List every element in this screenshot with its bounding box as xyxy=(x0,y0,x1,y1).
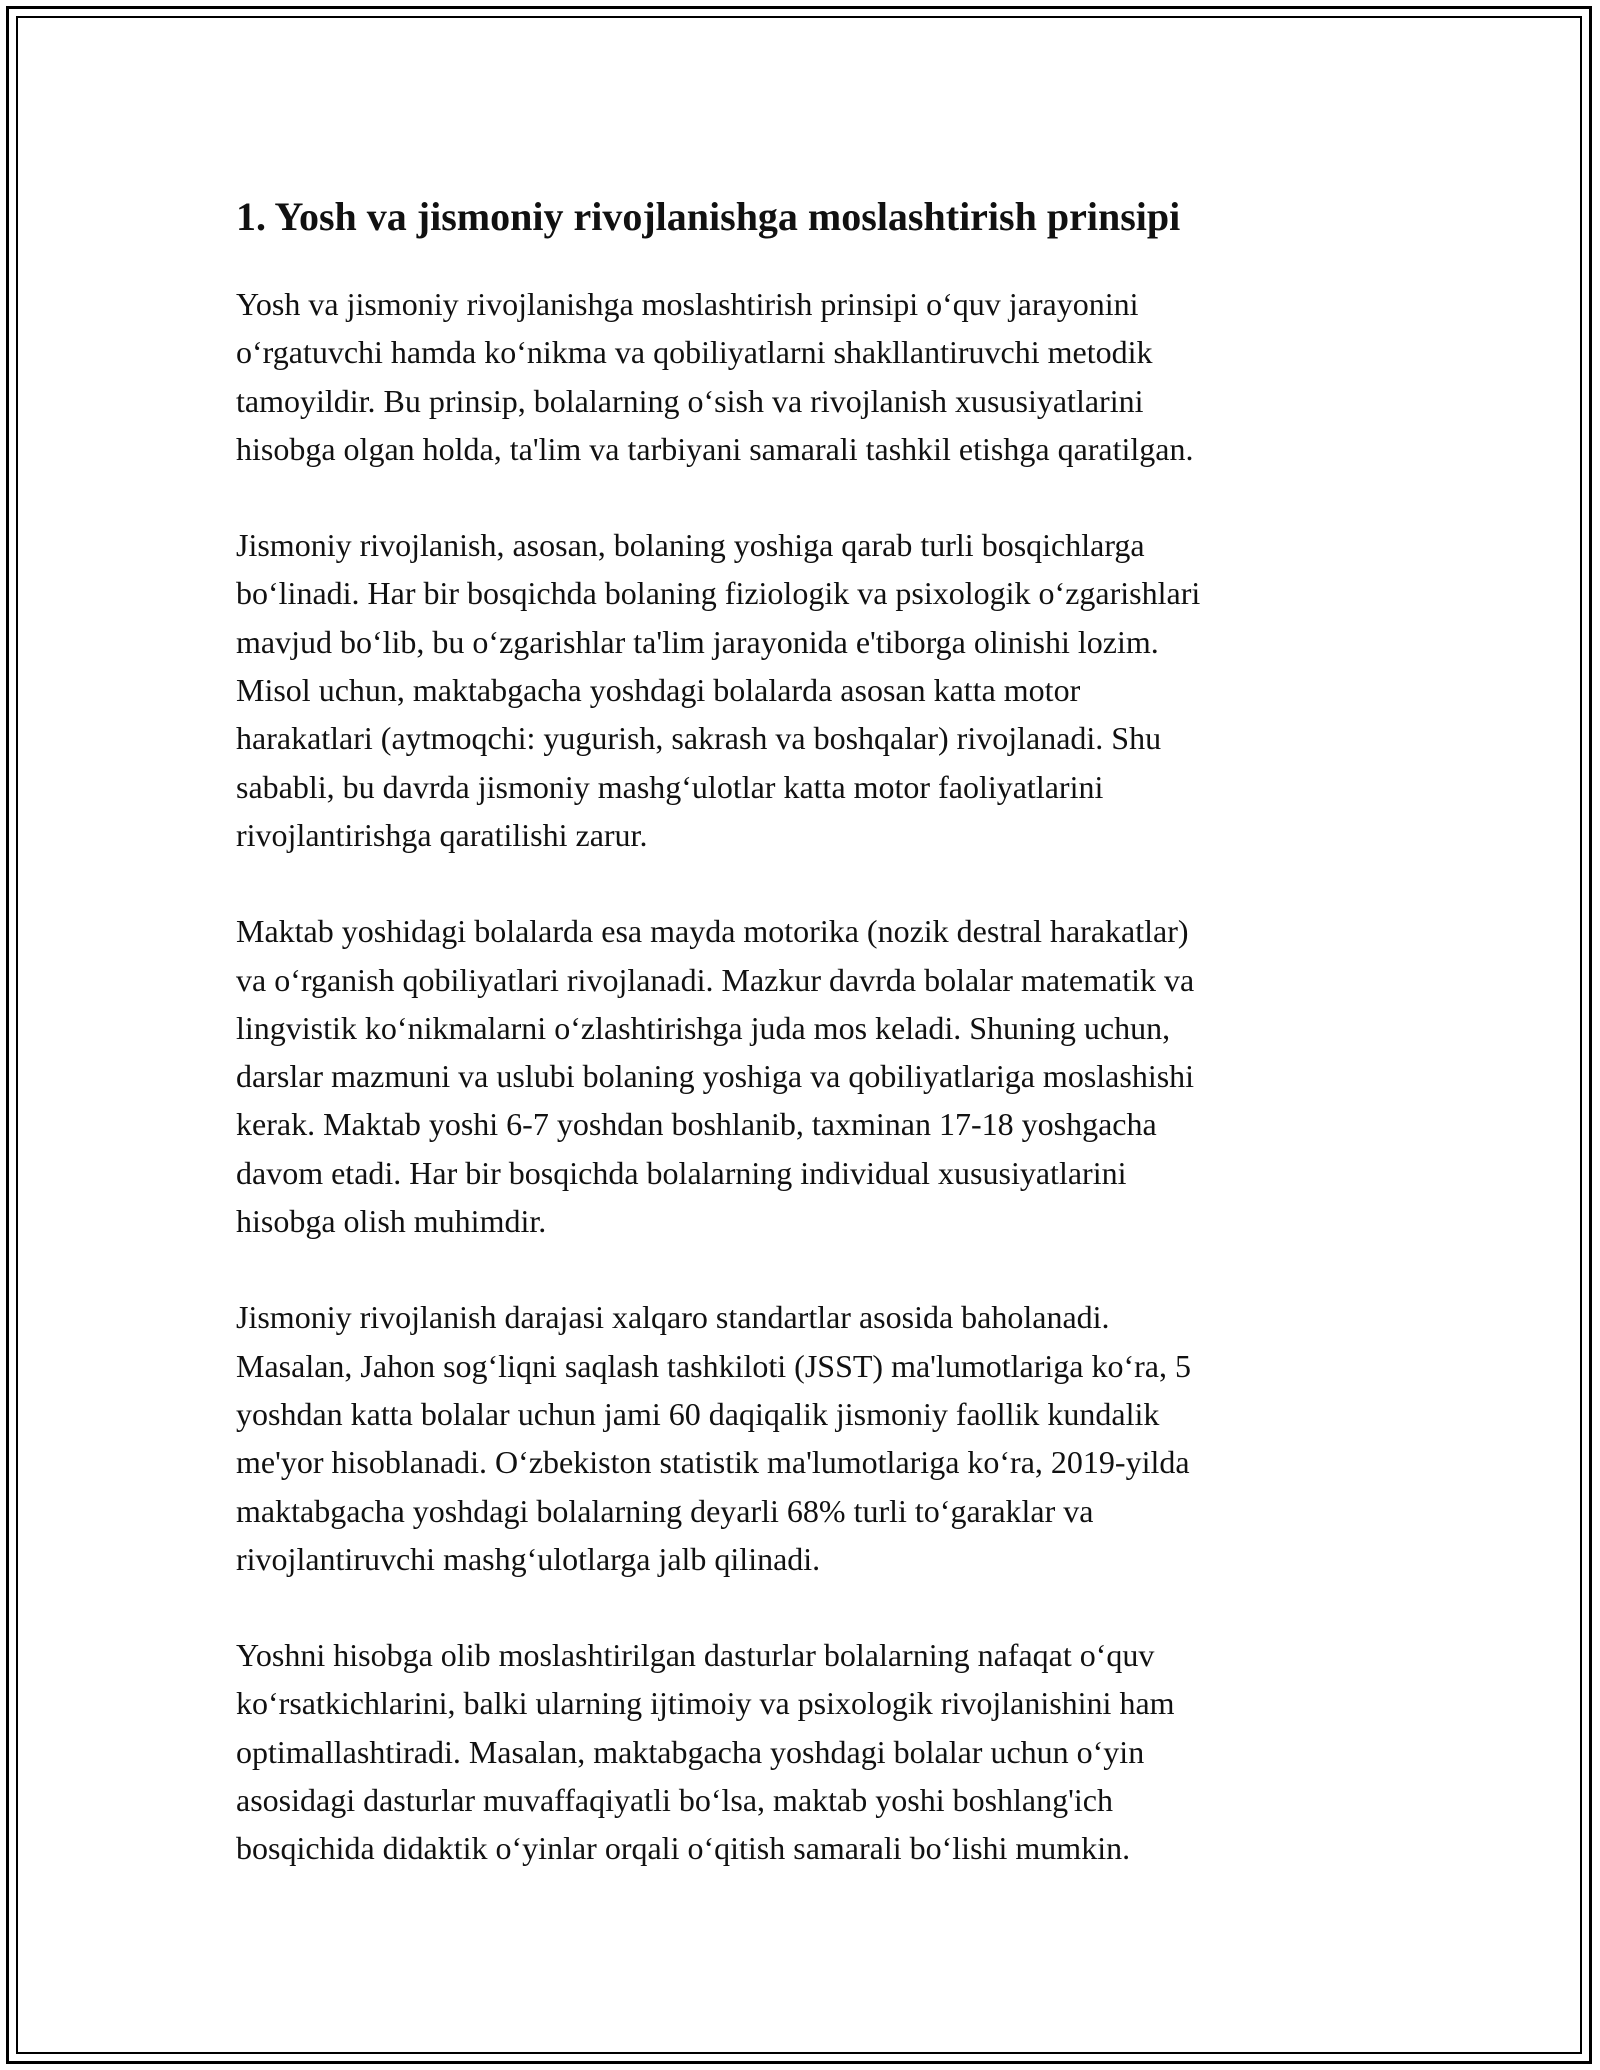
paragraph-line: hisobga olgan holda, ta'lim va tarbiyani samarali tashkil etishga qaratilgan. xyxy=(236,430,1194,467)
paragraph-line: Yoshni hisobga olib moslashtirilgan dasturlar bolalarning nafaqat oʻquv xyxy=(236,1637,1155,1674)
paragraph-line: Yosh va jismoniy rivojlanishga moslashtirish prinsipi oʻquv jarayonini xyxy=(236,286,1139,322)
paragraph-line: rivojlantirishga qaratilishi zarur. xyxy=(236,816,648,853)
paragraph-line: optimallashtiradi. Masalan, maktabgacha yoshdagi bolalar uchun oʻyin xyxy=(236,1733,1145,1770)
paragraph-line: tamoyildir. Bu prinsip, bolalarning oʻsish va rivojlanish xususiyatlarini xyxy=(236,382,1144,419)
paragraph-line: hisobga olish muhimdir. xyxy=(236,1203,547,1240)
paragraph-line: bosqichida didaktik oʻyinlar orqali oʻqitish samarali boʻlishi mumkin. xyxy=(236,1830,1131,1867)
paragraph-line: Jismoniy rivojlanish, asosan, bolaning yoshiga qarab turli bosqichlarga xyxy=(236,527,1145,564)
document-body xyxy=(236,190,1356,1921)
paragraph-line: koʻrsatkichlarini, balki ularning ijtimoiy va psixologik rivojlanishini ham xyxy=(236,1685,1175,1722)
paragraph-2 xyxy=(236,521,1356,859)
paragraph-line: Maktab yoshidagi bolalarda esa mayda motorika (nozik destral harakatlar) xyxy=(236,913,1189,950)
paragraph-line: asosidagi dasturlar muvaffaqiyatli boʻlsa, maktab yoshi boshlang'ich xyxy=(236,1782,1113,1819)
paragraph-line: Masalan, Jahon sogʻliqni saqlash tashkiloti (JSST) ma'lumotlariga koʻra, 5 xyxy=(236,1347,1191,1384)
paragraph-line: darslar mazmuni va uslubi bolaning yoshiga va qobiliyatlariga moslashishi xyxy=(236,1058,1195,1095)
paragraph-line: Misol uchun, maktabgacha yoshdagi bolalarda asosan katta motor xyxy=(236,672,1081,709)
paragraph-line: davom etadi. Har bir bosqichda bolalarning individual xususiyatlarini xyxy=(236,1154,1127,1191)
paragraph-list xyxy=(236,280,1356,1873)
paragraph-line: va oʻrganish qobiliyatlari rivojlanadi. Mazkur davrda bolalar matematik va xyxy=(236,961,1195,998)
paragraph-line: maktabgacha yoshdagi bolalarning deyarli 68% turli toʻgaraklar va xyxy=(236,1492,1094,1529)
paragraph-line: oʻrgatuvchi hamda koʻnikma va qobiliyatlarni shakllantiruvchi metodik xyxy=(236,334,1153,371)
paragraph-line: kerak. Maktab yoshi 6-7 yoshdan boshlanib, taxminan 17-18 yoshgacha xyxy=(236,1106,1157,1143)
paragraph-line: yoshdan katta bolalar uchun jami 60 daqiqalik jismoniy faollik kundalik xyxy=(236,1395,1160,1432)
paragraph-line: lingvistik koʻnikmalarni oʻzlashtirishga juda mos keladi. Shuning uchun, xyxy=(236,1009,1171,1046)
paragraph-line: rivojlantiruvchi mashgʻulotlarga jalb qilinadi. xyxy=(236,1540,821,1577)
paragraph-1 xyxy=(236,280,1356,473)
paragraph-line: mavjud boʻlib, bu oʻzgarishlar ta'lim jarayonida e'tiborga olinishi lozim. xyxy=(236,623,1159,660)
paragraph-3 xyxy=(236,907,1356,1245)
section-heading: 1. Yosh va jismoniy rivojlanishga moslashtirish prinsipi xyxy=(236,194,1181,239)
paragraph-line: me'yor hisoblanadi. Oʻzbekiston statistik ma'lumotlariga koʻra, 2019-yilda xyxy=(236,1444,1190,1481)
paragraph-5 xyxy=(236,1631,1356,1872)
paragraph-line: harakatlari (aytmoqchi: yugurish, sakrash va boshqalar) rivojlanadi. Shu xyxy=(236,720,1162,757)
paragraph-line: sababli, bu davrda jismoniy mashgʻulotlar katta motor faoliyatlarini xyxy=(236,768,1104,805)
paragraph-4 xyxy=(236,1293,1356,1583)
paragraph-line: Jismoniy rivojlanish darajasi xalqaro standartlar asosida baholanadi. xyxy=(236,1299,1110,1336)
paragraph-line: boʻlinadi. Har bir bosqichda bolaning fiziologik va psixologik oʻzgarishlari xyxy=(236,575,1201,612)
